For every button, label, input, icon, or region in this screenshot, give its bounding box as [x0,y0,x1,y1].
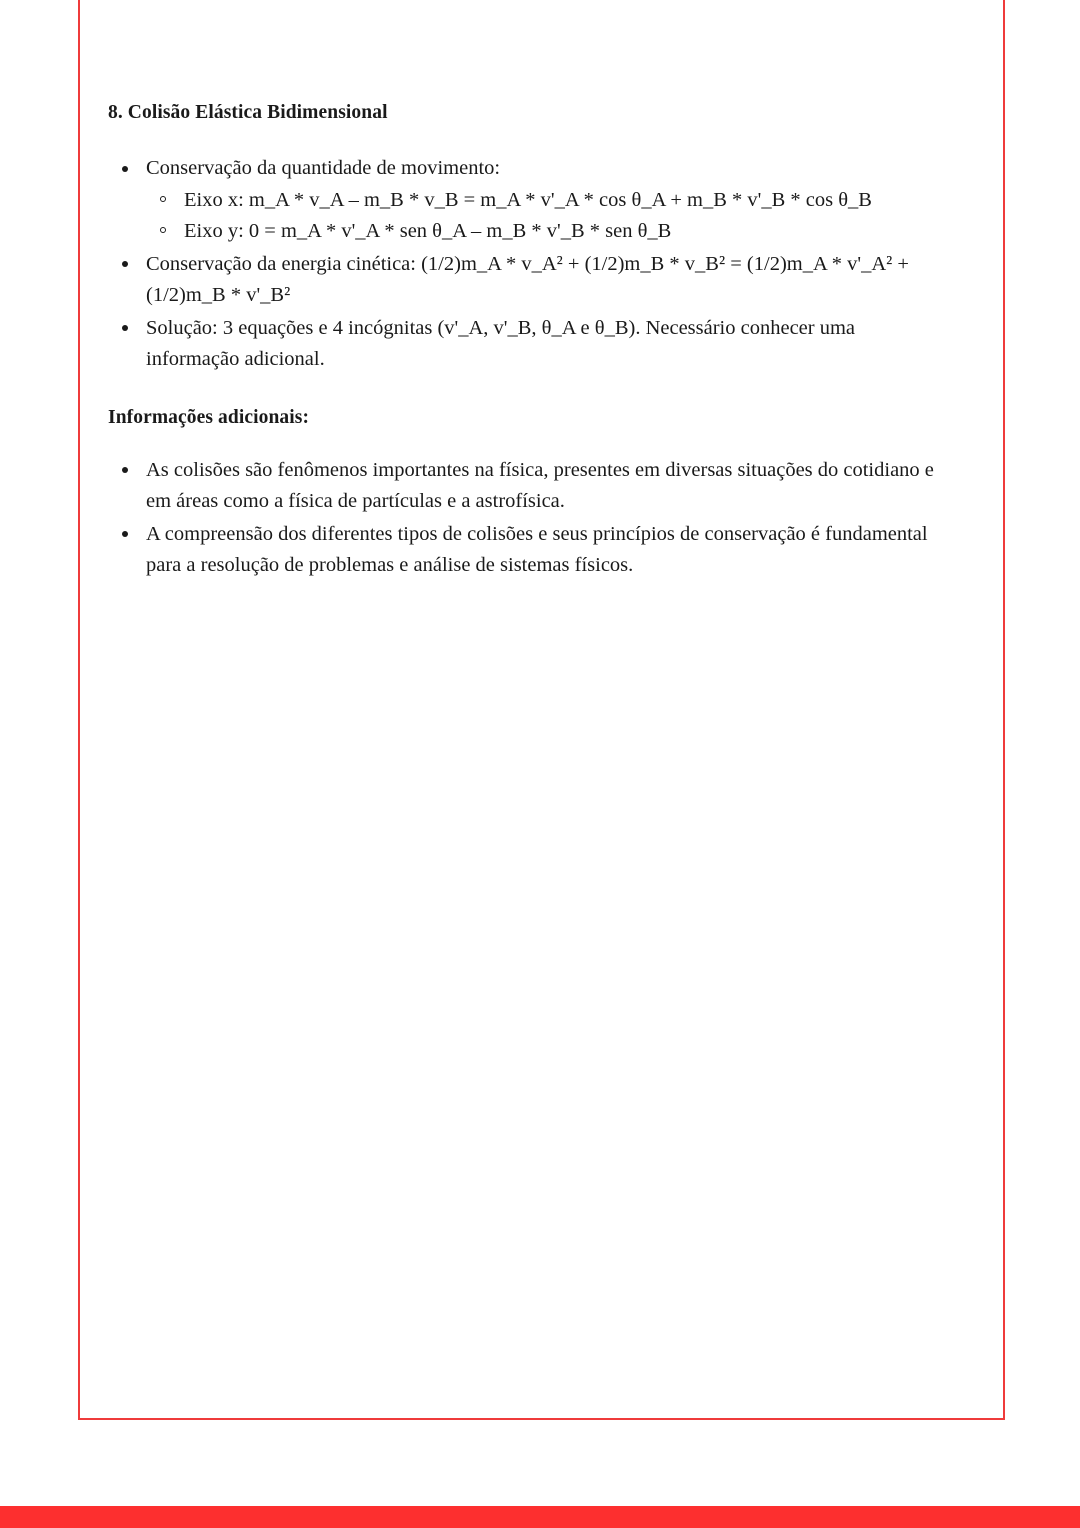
document-content [108,100,948,583]
momentum-axes-sublist [146,185,948,247]
equation-axis-x: Eixo x: m_A * v_A – m_B * v_B = m_A * v'_A * cos θ_A + m_B * v'_B * cos θ_B [184,188,872,211]
equation-kinetic-energy: Conservação da energia cinética: (1/2)m_A * v_A² + (1/2)m_B * v_B² = (1/2)m_A * v'_A² + (1/2)m_B * v'_B² [146,252,909,306]
list-item-label: Conservação da quantidade de movimento: [146,157,501,180]
list-item [146,313,948,375]
footer-accent-bar [0,1506,1080,1528]
list-item [184,185,948,216]
additional-info-list [108,455,948,582]
list-item [184,216,948,247]
additional-info-heading: Informações adicionais: [108,407,310,429]
bullet-disc-icon [122,531,128,537]
list-item-label: As colisões são fenômenos importantes na física, presentes em diversas situações do cotidiano e em áreas como a física de partículas e a astrofísica. [146,458,934,512]
list-item [146,153,948,246]
bullet-disc-icon [122,325,128,331]
bullet-disc-icon [122,261,128,267]
bullet-disc-icon [122,166,128,172]
equation-axis-y: Eixo y: 0 = m_A * v'_A * sen θ_A – m_B * v'_B * sen θ_B [184,219,672,242]
bullet-disc-icon [122,467,128,473]
bullet-circle-icon [160,227,166,233]
page-title: 8. Colisão Elástica Bidimensional [108,102,388,123]
solution-note: Solução: 3 equações e 4 incógnitas (v'_A, v'_B, θ_A e θ_B). Necessário conhecer uma informação adicional. [146,317,856,371]
bullet-circle-icon [160,196,166,202]
list-item [146,249,948,311]
list-item [146,455,948,517]
list-item-label: A compreensão dos diferentes tipos de colisões e seus princípios de conservação é fundamental para a resolução de problemas e análise de sistemas físicos. [146,523,928,577]
list-item [146,519,948,581]
momentum-bullet-list [108,153,948,375]
